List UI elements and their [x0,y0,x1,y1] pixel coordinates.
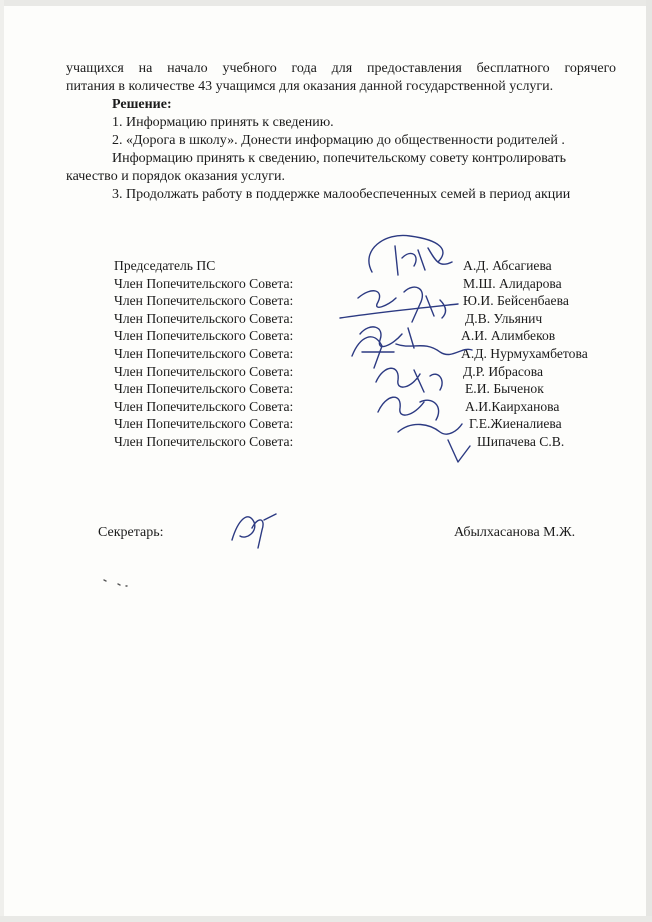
scan-edge-bottom [0,916,652,922]
paragraph-1-line-1: учащихся на начало учебного года для предоставления бесплатного горячего [66,61,616,76]
signatory-row [114,310,614,328]
signatory-role: Член Попечительского Совета: [114,345,294,361]
signatory-role: Член Попечительского Совета: [114,381,294,397]
signatory-row [114,380,614,398]
signatory-row [114,415,614,433]
decision-item-2: 2. «Дорога в школу». Донести информацию до общественности родителей . [112,133,565,148]
signatory-name: А.И.Каирханова [465,398,560,414]
body-text [66,60,616,204]
decision-heading: Решение: [112,97,172,112]
signatory-name: М.Ш. Алидарова [463,275,562,291]
signatory-row [114,398,614,416]
signatory-row [114,363,614,381]
signatory-row [114,327,614,345]
signatory-name: Ю.И. Бейсенбаева [463,293,569,309]
ink-marks [104,580,127,586]
signatory-name: А.Д. Абсагиева [463,258,552,273]
signatory-role: Член Попечительского Совета: [114,328,294,344]
signatory-row [114,275,614,293]
secretary-name: Абылхасанова М.Ж. [454,525,576,540]
signatory-role: Член Попечительского Совета: [114,416,294,432]
paragraph-1-line-2: питания в количестве 43 учащимся для оказания данной государственной услуги. [66,79,554,94]
signatory-name: А.Д. Нурмухамбетова [461,345,588,361]
signatory-row [114,292,614,310]
scan-edge-right [646,0,652,922]
signatory-role: Член Попечительского Совета: [114,398,294,414]
signatory-role: Председатель ПС [114,258,216,273]
signatory-row [114,345,614,363]
signatory-name: Г.Е.Жиеналиева [469,416,562,432]
paragraph-2-line-2: качество и порядок оказания услуги. [66,169,285,184]
decision-item-3: 3. Продолжать работу в поддержке малообеспеченных семей в период акции [112,187,571,202]
signatory-row [114,433,614,451]
signatory-role: Член Попечительского Совета: [114,275,294,291]
signatory-role: Член Попечительского Совета: [114,293,294,309]
signatory-row [114,257,614,275]
signatory-role: Член Попечительского Совета: [114,363,294,379]
scan-edge-top [0,0,652,6]
signatories-list [114,257,614,451]
signatory-name: Д.Р. Ибрасова [463,363,543,379]
paragraph-2-line-1: Информацию принять к сведению, попечительскому совету контролировать [112,151,566,166]
secretary-signature [232,514,276,548]
secretary-label: Секретарь: [98,525,164,540]
signatory-role: Член Попечительского Совета: [114,433,294,449]
signatory-name: Д.В. Ульянич [465,310,543,326]
decision-item-1: 1. Информацию принять к сведению. [112,115,334,130]
scan-edge-left [0,0,4,922]
signatory-name: Е.И. Быченок [465,381,544,397]
signatory-name: Шипачева С.В. [477,433,565,449]
signatory-role: Член Попечительского Совета: [114,310,294,326]
signatory-name: А.И. Алимбеков [461,328,556,344]
